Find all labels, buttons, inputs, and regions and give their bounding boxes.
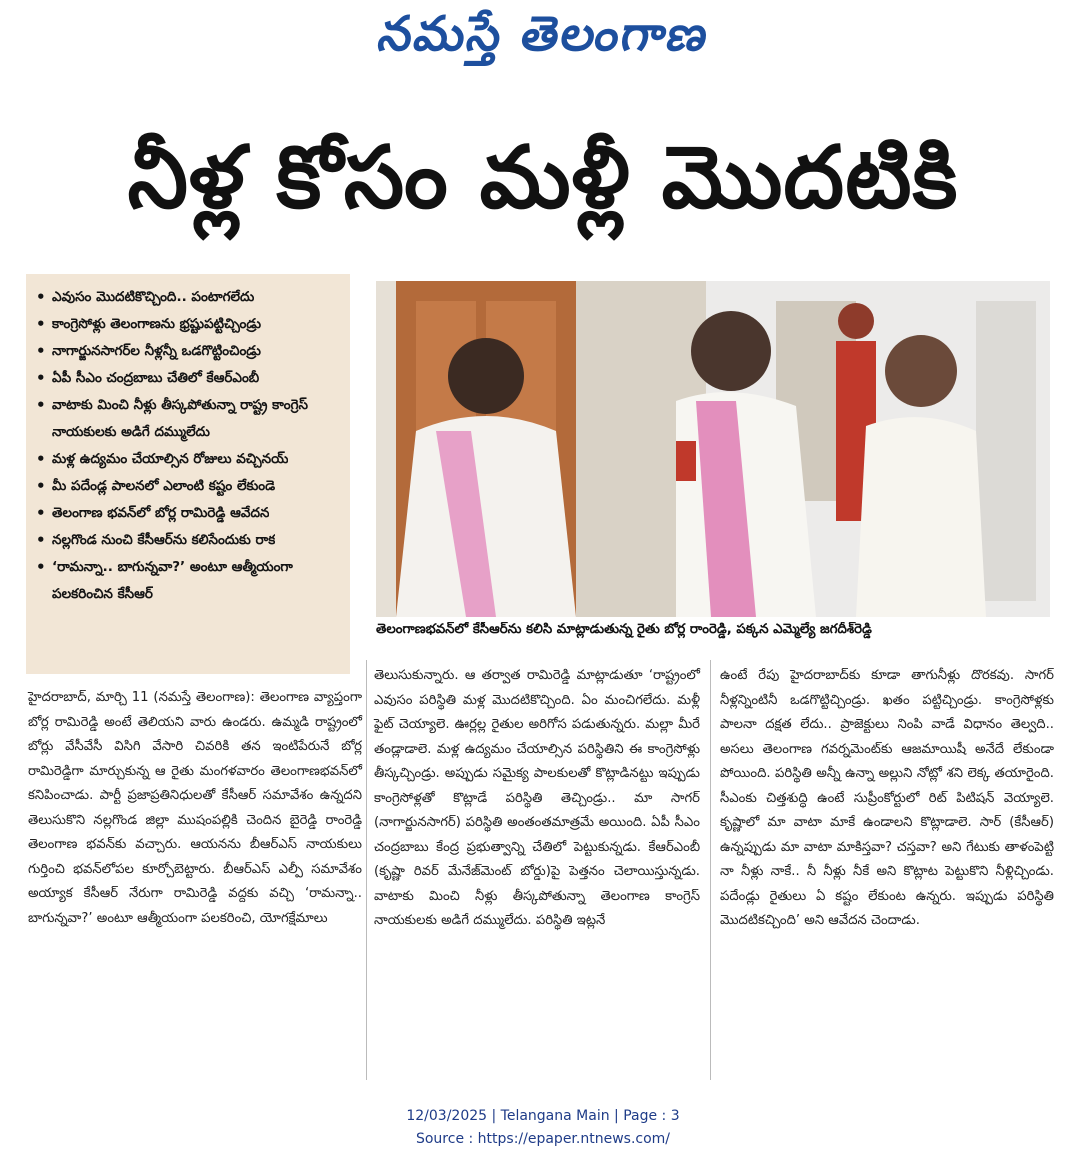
- bullet-icon: •: [36, 504, 46, 522]
- footer-source-line: Source : https://epaper.ntnews.com/: [415, 1131, 671, 1147]
- highlight-item: • వాటాకు మించి నీళ్లు తీస్కపోతున్నా రాష్ట్ర కాంగ్రెస్ నాయకులకు అడిగే దమ్ములేదు: [36, 392, 344, 446]
- highlights-box: [26, 274, 350, 674]
- bullet-icon: •: [36, 369, 46, 387]
- bullet-icon: •: [36, 288, 46, 306]
- article-column-1: హైదరాబాద్, మార్చి 11 (నమస్తే తెలంగాణ): తెలంగాణ వ్యాప్తంగా బోర్ల రామిరెడ్డి అంటే తెలియని వారు ఉండరు. ఉమ్మడి రాష్ట్రంలో బోర్లు వేసీవేసీ విసిగి వేసారి చివరికి తన ఇంటిపేరునే బోర్ల రామిరెడ్డిగా మార్చుకున్న ఆ రైతు మంగళవారం తెలంగాణభవన్‌లో కనిపించాడు. పార్టీ ప్రజాప్రతినిధులతో కేసీఆర్ సమావేశం ఉన్నదని తెలుసుకొని నల్లగొండ జిల్లా ముషంపల్లికి చెందిన బైరెడ్డి రాంరెడ్డి తెలంగాణ భవన్‌కు వచ్చారు. ఆయనను బీఆర్‌ఎస్ నాయకులు గుర్తించి భవన్‌లోపల కూర్చోబెట్టారు. బీఆర్‌ఎస్ ఎల్పీ సమావేశం అయ్యాక కేసీఆర్ నేరుగా రామిరెడ్డి వద్దకు వచ్చి ‘రామన్నా.. బాగున్నవా?’ అంటూ ఆత్మీయంగా పలకరించి, యోగక్షేమాలు: [28, 690, 362, 926]
- bullet-icon: •: [36, 396, 46, 414]
- highlight-item: • మీ పదేండ్ల పాలనలో ఎలాంటి కష్టం లేకుండె: [36, 473, 344, 500]
- bullet-icon: •: [36, 342, 46, 360]
- bullet-icon: •: [36, 558, 46, 576]
- headline: నీళ్ల కోసం మళ్లీ మొదటికి: [127, 128, 959, 228]
- highlight-item: • కాంగ్రెసోళ్లు తెలంగాణను భ్రష్టుపట్టిచ్చిండ్రు: [36, 311, 344, 338]
- photo-caption: తెలంగాణభవన్‌లో కేసీఆర్‌ను కలిసి మాట్లాడుతున్న రైతు బోర్ల రాంరెడ్డి, పక్కన ఎమ్మెల్యే జగదీశ్‌రెడ్డి: [376, 622, 872, 637]
- bullet-icon: •: [36, 531, 46, 549]
- highlight-item: • నాగార్జునసాగర్‌ల నీళ్లన్నీ ఒడగొట్టించిండ్రు: [36, 338, 344, 365]
- highlight-item: • ఏపీ సీఎం చంద్రబాబు చేతిలో కేఆర్‌ఎంబీ: [36, 365, 344, 392]
- bullet-icon: •: [36, 450, 46, 468]
- photo-illustration: [376, 281, 1050, 617]
- bullet-icon: •: [36, 315, 46, 333]
- masthead-logo-text: నమస్తే తెలంగాణ: [373, 6, 715, 62]
- news-photo: [376, 281, 1050, 617]
- highlight-item: • నల్లగొండ నుంచి కేసీఆర్‌ను కలిసేందుకు రాక: [36, 527, 344, 554]
- highlight-item: • ‘రామన్నా.. బాగున్నవా?’ అంటూ ఆత్మీయంగా పలకరించిన కేసీఆర్: [36, 554, 344, 608]
- highlight-item: • తెలంగాణ భవన్‌లో బోర్ల రామిరెడ్డి ఆవేదన: [36, 500, 344, 527]
- masthead: [0, 6, 1086, 74]
- bullet-icon: •: [36, 477, 46, 495]
- highlight-item: • ఎవుసం మొదటికొచ్చింది.. పంటాగలేదు: [36, 284, 344, 311]
- article-column-2: తెలుసుకున్నారు. ఆ తర్వాత రామిరెడ్డి మాట్లాడుతూ ‘రాష్ట్రంలో ఎవుసం పరిస్థితి మళ్ల మొదటికొచ్చింది. ఏం మంచిగలేదు. మళ్లీ ఫైట్ చెయ్యాలె. ఊర్లల్ల రైతుల అరిగోస పడుతున్నరు. మల్లా మీరే తండ్లాడాలె. మళ్ల ఉద్యమం చేయాల్సిన పరిస్థితిని ఈ కాంగ్రెసోళ్లు తీస్కచ్చిండ్రు. అప్పుడు సమైక్య పాలకులతో కొట్లాడినట్టు ఇప్పుడు కాంగ్రెసోళ్లతో కొట్లాడే పరిస్థితి తెచ్చిండ్రు.. మా సాగర్ (నాగార్జునసాగర్) పరిస్థితి అంతంతమాత్రమే అయింది. ఏపీ సీఎం చంద్రబాబు కేంద్ర ప్రభుత్వాన్ని చేతిలో పెట్టుకున్నడు. కేఆర్‌ఎంబీ (కృష్ణా రివర్ మేనేజ్‌మెంట్ బోర్డు)పై పెత్తనం చెలాయిస్తున్నడు. వాటాకు మించి నీళ్లు తీస్కపోతున్నా తెలంగాణ కాంగ్రెస్ నాయకులకు అడిగే దమ్ములేదు. పరిస్థితి ఇట్లనే: [374, 668, 700, 928]
- column-divider: [710, 660, 711, 1080]
- highlight-item: • మళ్ల ఉద్యమం చేయాల్సిన రోజులు వచ్చినయ్: [36, 446, 344, 473]
- column-divider: [366, 660, 367, 1080]
- footer-date-line: 12/03/2025 | Telangana Main | Page : 3: [406, 1108, 680, 1124]
- article-column-3: ఉంటే రేపు హైదరాబాద్‌కు కూడా తాగునీళ్లు దొరకవు. సాగర్ నీళ్లన్నింటినీ ఒడగొట్టిచ్చిండ్రు. ఖతం పట్టిచ్చిండ్రు. కాంగ్రెసోళ్లకు పాలనా దక్షత లేదు.. ప్రాజెక్టులు నింపి వాడే విధానం తెల్వది.. అసలు తెలంగాణ గవర్నమెంట్‌కు ఆజమాయిషీ అనేదే లేకుండా పోయింది. పరిస్థితి అన్నీ ఉన్నా అల్లుని నోట్లో శని లెక్క తయారైంది. సీఎంకు చిత్తశుద్ధి ఉంటే సుప్రీంకోర్టులో రిట్ పిటిషన్ వెయ్యాలె. కృష్ణాలో మా వాటా మాకే ఉండాలని కొట్లాడాలె. సార్ (కేసీఆర్) ఉన్నప్పుడు మా వాటా మాకిస్తవా? చస్తవా? అని గేటుకు తాళంపెట్టి నా నీళ్లు నాకే.. నీ నీళ్లు నీకే అని కొట్లాట పెట్టుకొని నీళ్లిచ్చిండు. పదేండ్లు రైతులు ఏ కష్టం లేకుంట ఉన్నరు. ఇప్పుడు పరిస్థితి మొదటికచ్చింది’ అని ఆవేదన చెందాడు.: [720, 668, 1054, 928]
